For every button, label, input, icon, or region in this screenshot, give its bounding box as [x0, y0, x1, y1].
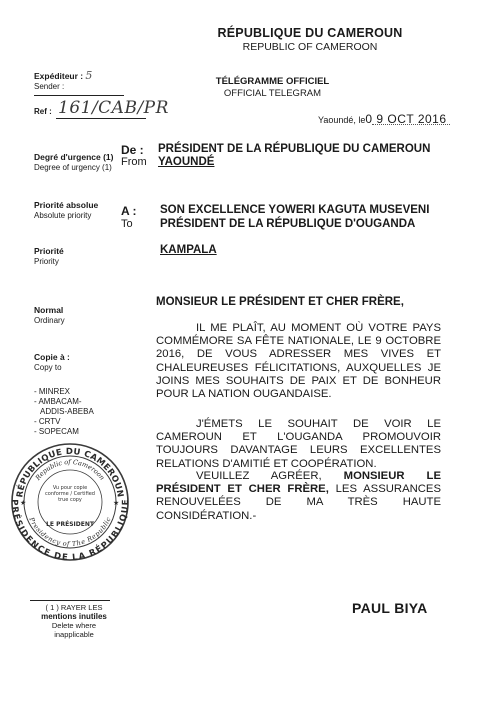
to-line2: PRÉSIDENT DE LA RÉPUBLIQUE D'OUGANDA: [160, 218, 416, 230]
from-label-en: From: [121, 156, 147, 168]
signature: PAUL BIYA: [352, 600, 428, 616]
sender-block: [34, 71, 92, 92]
from-label: [121, 143, 144, 157]
sender-label-en: Sender :: [34, 82, 65, 91]
normal-label-fr: Normal: [34, 305, 64, 315]
priority-absolute-label-fr: Priorité absolue: [34, 200, 99, 210]
priority-label-fr: Priorité: [34, 246, 64, 256]
to-line1: SON EXCELLENCE YOWERI KAGUTA MUSEVENI: [160, 204, 430, 216]
stamp-center-text: Vu pour copie conforme / Certified true copy: [45, 485, 95, 503]
reference-label: Ref :: [34, 107, 52, 116]
copies-label-fr: Copie à :: [34, 352, 70, 362]
date-dotted-rule: [372, 124, 450, 125]
republic-title-fr: RÉPUBLIQUE DU CAMEROUN: [217, 26, 403, 40]
letter-paragraph-2: J'ÉMETS LE SOUHAIT DE VOIR LE CAMEROUN ET L'OUGANDA PROMOUVOIR TOUJOURS DAVANTAGE LEURS EXCELLENTES RELATIONS D'AMITIÉ ET COOPÉRATION.: [156, 418, 441, 470]
reference-block: [34, 107, 52, 116]
footnote-line2: mentions inutiles: [41, 612, 107, 621]
copy-item: - SOPECAM: [34, 427, 79, 436]
closing-lead: VEUILLEZ AGRÉER,: [196, 470, 322, 482]
footnote-block: [34, 603, 114, 639]
normal-label-en: Ordinary: [34, 316, 65, 325]
sender-value: 5: [85, 69, 93, 82]
stamp-outer-top: RÉPUBLIQUE DU CAMEROUN: [15, 446, 125, 499]
to-line3: KAMPALA: [160, 244, 217, 256]
copy-item: - MINREX: [34, 387, 70, 396]
reference-rule: [56, 118, 146, 119]
to-label-fr: A :: [121, 204, 137, 218]
stamp-outer-bottom: PRÉSIDENCE DE LA RÉPUBLIQUE: [8, 499, 132, 564]
footnote-rule: [30, 600, 110, 601]
date-place: Yaoundé, le: [318, 115, 366, 125]
from-label-fr: De :: [121, 143, 144, 157]
priority-label-en: Priority: [34, 257, 59, 266]
sender-rule: [34, 95, 124, 96]
copy-item: - CRTV: [34, 417, 61, 426]
priority-absolute-label-en: Absolute priority: [34, 211, 92, 220]
urgency-label-en: Degree of urgency (1): [34, 163, 112, 172]
official-seal-stamp: [8, 440, 132, 564]
stamp-star-left-icon: ★: [20, 500, 27, 507]
stamp-star-right-icon: ★: [113, 500, 120, 507]
letter-closing: [156, 470, 441, 523]
footnote-line4: inapplicable: [54, 630, 94, 639]
priority-block: [34, 246, 64, 267]
copy-item: - AMBACAM-: [34, 397, 82, 406]
closing-bold: MONSIEUR LE PRÉSIDENT ET CHER FRÈRE,: [156, 470, 441, 496]
priority-absolute-block: [34, 200, 98, 221]
telegram-title-fr: TÉLÉGRAMME OFFICIEL: [215, 76, 330, 87]
footnote-line3: Delete where: [51, 621, 97, 630]
stamp-inner-bottom: Presidency of The Republic: [27, 516, 113, 549]
closing-tail: LES ASSURANCES RENOUVELÉES DE MA TRÈS HAUTE CONSIDÉRATION.-: [156, 483, 441, 522]
stamp-center-label: LE PRÉSIDENT: [46, 521, 94, 528]
sender-label-fr: Expéditeur :: [34, 71, 84, 81]
footnote-line1: ( 1 ) RAYER LES: [45, 603, 103, 612]
date-value: 0 9 OCT 2016: [365, 112, 447, 126]
letter-salutation: MONSIEUR LE PRÉSIDENT ET CHER FRÈRE,: [156, 296, 404, 308]
copies-label-en: Copy to: [34, 363, 62, 372]
republic-title-en: REPUBLIC OF CAMEROON: [242, 41, 378, 53]
letter-paragraph-1: IL ME PLAÎT, AU MOMENT OÙ VOTRE PAYS COMMÉMORE SA FÊTE NATIONALE, LE 9 OCTOBRE 2016, DE VOUS ADRESSER MES VIVES ET CHALEUREUSES FÉLICITATIONS, AUXQUELLES JE JOINS MES SOUHAITS DE PAIX ET DE BONHEUR POUR LA NATION OUGANDAISE.: [156, 322, 441, 401]
copies-block: [34, 352, 94, 437]
from-line2: YAOUNDÉ: [158, 156, 215, 168]
copy-item: ADDIS-ABEBA: [40, 407, 94, 416]
stamp-inner-top: Republic of Cameroon: [33, 457, 107, 482]
urgency-block: [34, 152, 113, 173]
to-label: [121, 204, 137, 218]
from-line1: PRÉSIDENT DE LA RÉPUBLIQUE DU CAMEROUN: [158, 143, 431, 155]
reference-value: 161/CAB/PR: [58, 98, 169, 118]
telegram-title-en: OFFICIAL TELEGRAM: [223, 88, 322, 99]
normal-block: [34, 305, 65, 326]
urgency-label-fr: Degré d'urgence (1): [34, 152, 114, 162]
to-label-en: To: [121, 218, 133, 230]
